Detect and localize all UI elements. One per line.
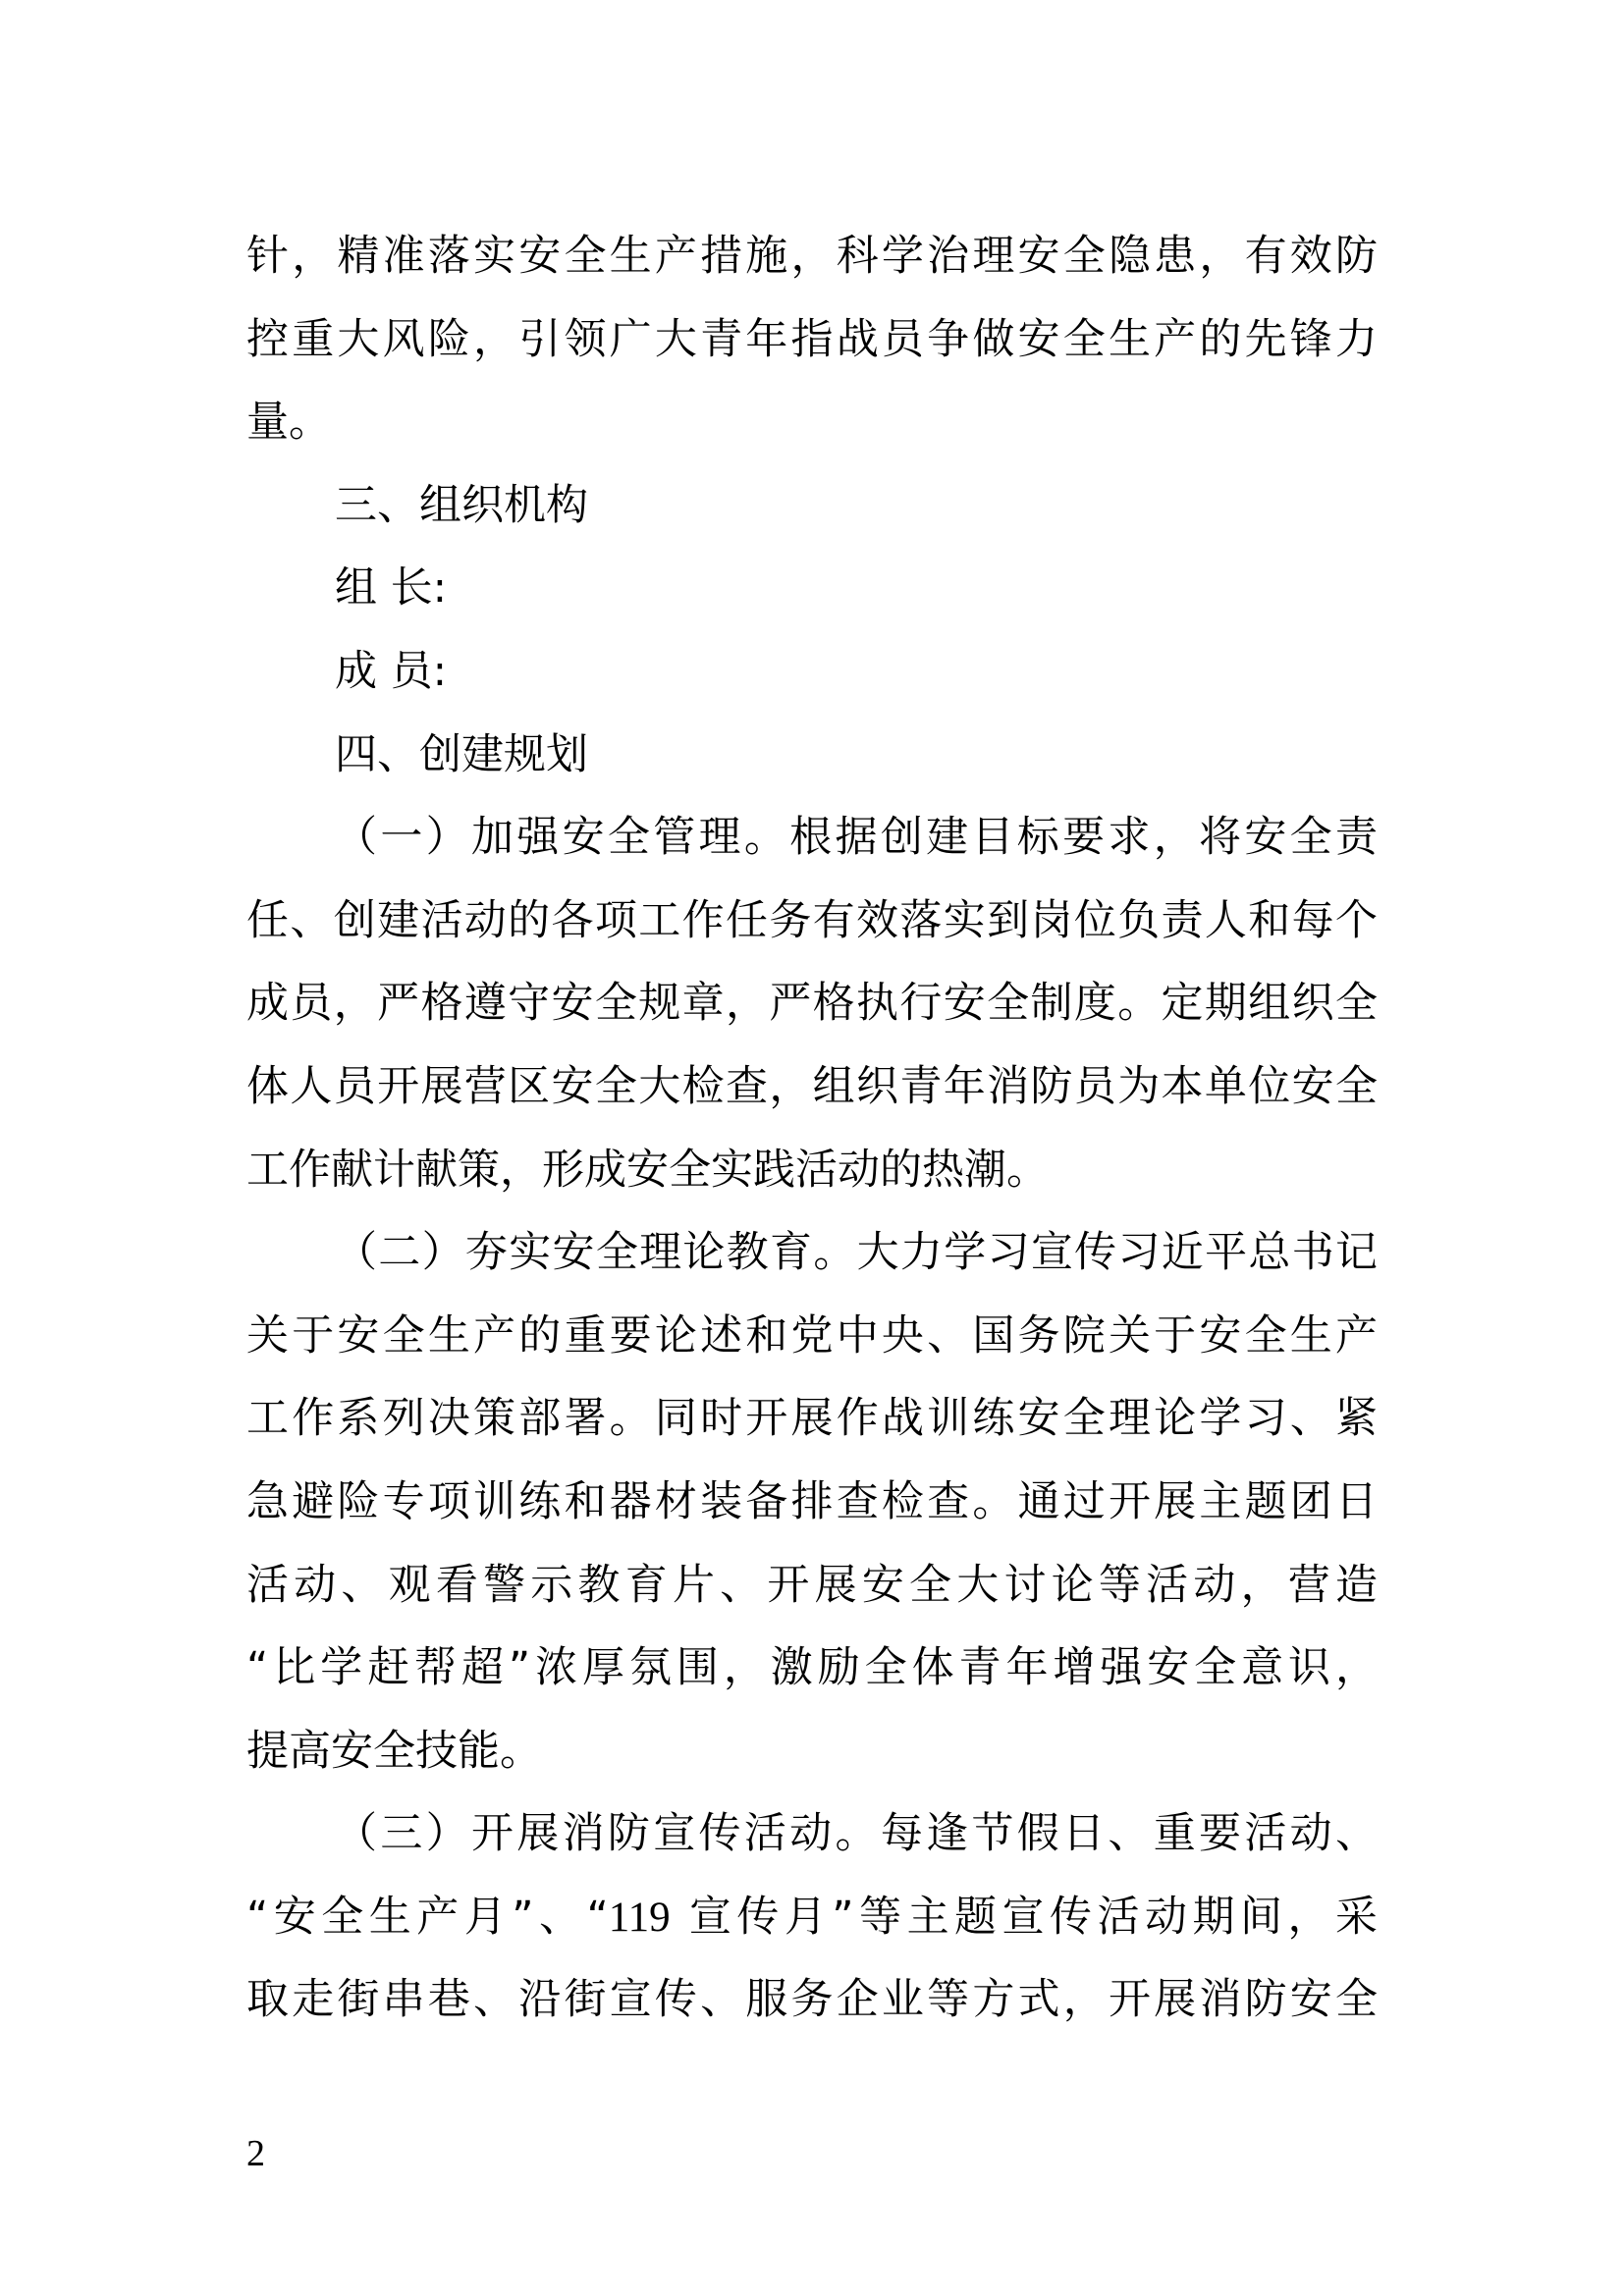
group-leader-label: 组 长:	[335, 563, 448, 614]
subsection-1-first-line: （一）加强安全管理。根据创建目标要求，将安全责	[335, 813, 1378, 863]
paragraph-line: 针，精准落实安全生产措施，科学治理安全隐患，有效防	[246, 232, 1378, 281]
subsection-3-first-line: （三）开展消防宣传活动。每逢节假日、重要活动、	[335, 1809, 1378, 1859]
members-label: 成 员:	[335, 646, 448, 696]
subsection-2-first-line: （二）夯实安全理论教育。大力学习宣传习近平总书记	[335, 1228, 1378, 1278]
section-heading-plan: 四、创建规划	[335, 729, 588, 779]
paragraph-line: 量。	[246, 398, 331, 448]
paragraph-line: 工作献计献策，形成安全实践活动的热潮。	[246, 1145, 1049, 1195]
paragraph-line: 体人员开展营区安全大检查，组织青年消防员为本单位安全	[246, 1061, 1378, 1111]
body-text	[246, 215, 1378, 2042]
paragraph-line: 控重大风险，引领广大青年指战员争做安全生产的先锋力	[246, 314, 1378, 364]
paragraph-line: 工作系列决策部署。同时开展作战训练安全理论学习、紧	[246, 1394, 1378, 1444]
paragraph-line: “比学赶帮超”浓厚氛围，激励全体青年增强安全意识，	[246, 1643, 1378, 1693]
paragraph-line: 成员，严格遵守安全规章，严格执行安全制度。定期组织全	[246, 979, 1378, 1029]
section-heading-organization: 三、组织机构	[335, 480, 588, 530]
paragraph-line: 任、创建活动的各项工作任务有效落实到岗位负责人和每个	[246, 895, 1378, 945]
line-segment: 宣传月”等主题宣传活动期间，采	[670, 1892, 1378, 1942]
line-segment-number: 119	[608, 1894, 671, 1941]
paragraph-line: 关于安全生产的重要论述和党中央、国务院关于安全生产	[246, 1310, 1378, 1361]
paragraph-line: 急避险专项训练和器材装备排查检查。通过开展主题团日	[246, 1476, 1378, 1526]
paragraph-line: 取走街串巷、沿街宣传、服务企业等方式，开展消防安全	[246, 1975, 1378, 2025]
paragraph-line: 提高安全技能。	[246, 1726, 542, 1776]
page-number: 2	[246, 2133, 265, 2174]
paragraph-line	[246, 1876, 1378, 1959]
line-segment: “安全生产月”、“	[246, 1892, 609, 1942]
paragraph-line: 活动、观看警示教育片、开展安全大讨论等活动，营造	[246, 1560, 1378, 1610]
